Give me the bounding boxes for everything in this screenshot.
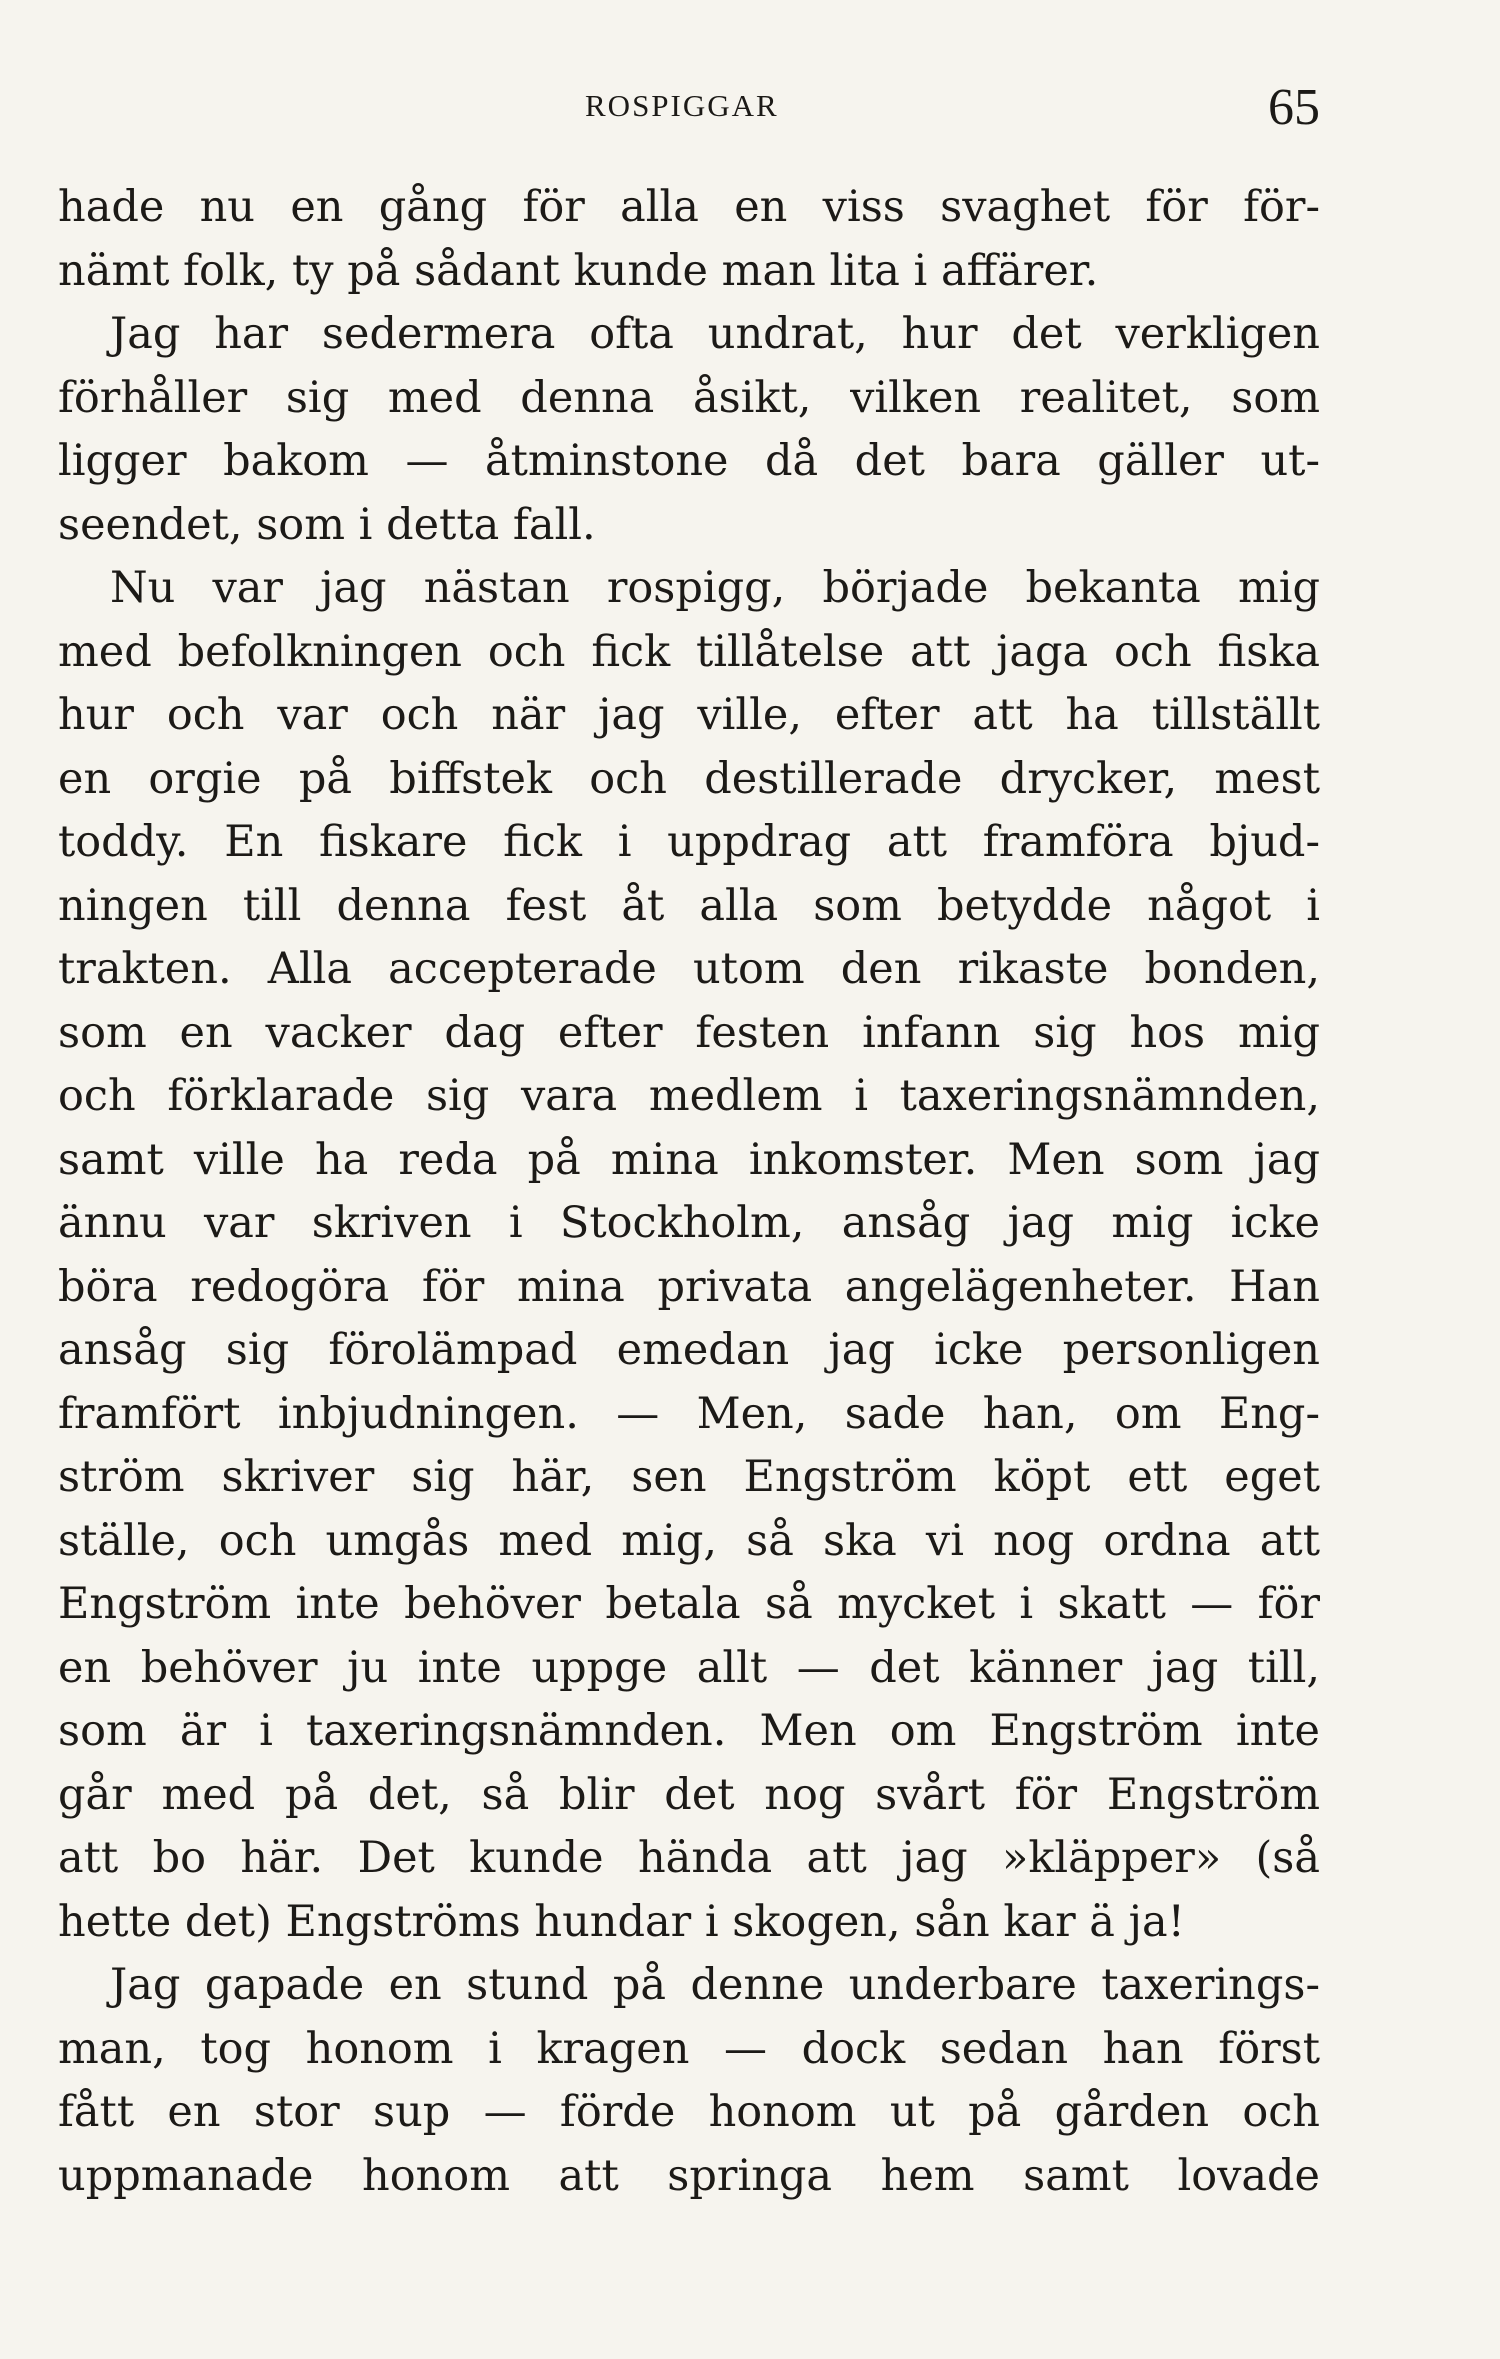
text-line: uppmanade honom att springa hem samt lovade [58, 2150, 1320, 2201]
running-head: ROSPIGGAR [585, 88, 779, 123]
text-line: Engström inte behöver betala så mycket i skatt — för [58, 1579, 1320, 1629]
body-text [58, 176, 1320, 2208]
text-line: Jag har sedermera ofta undrat, hur det verkligen [110, 309, 1320, 359]
text-line: ningen till denna fest åt alla som betydde något i [58, 880, 1320, 931]
text-line: ligger bakom — åtminstone då det bara gäller ut- [58, 436, 1320, 486]
text-line: trakten. Alla accepterade utom den rikaste bonden, [58, 944, 1320, 994]
text-line: med befolkningen och fick tillåtelse att jaga och fiska [58, 626, 1320, 677]
text-line: fått en stor sup — förde honom ut på gården och [58, 2087, 1320, 2137]
text-line: ström skriver sig här, sen Engström köpt ett eget [58, 1452, 1320, 1502]
text-line: Jag gapade en stund på denne underbare taxerings- [110, 1960, 1320, 2010]
text-line: seendet, som i detta fall. [58, 499, 596, 550]
text-line: Nu var jag nästan rospigg, började bekanta mig [110, 563, 1320, 613]
text-line: går med på det, så blir det nog svårt för Engström [58, 1769, 1320, 1820]
text-line: som är i taxeringsnämnden. Men om Engström inte [58, 1706, 1320, 1756]
text-line: samt ville ha reda på mina inkomster. Men som jag [58, 1134, 1320, 1185]
page-header [0, 0, 1500, 180]
text-line: som en vacker dag efter festen infann sig hos mig [58, 1007, 1320, 1058]
text-line: ansåg sig förolämpad emedan jag icke personligen [58, 1325, 1320, 1375]
text-line: hette det) Engströms hundar i skogen, sån kar ä ja! [58, 1896, 1185, 1947]
text-line: böra redogöra för mina privata angelägenheter. Han [58, 1261, 1320, 1312]
text-line: hade nu en gång för alla en viss svaghet för för- [58, 182, 1320, 232]
text-line: ännu var skriven i Stockholm, ansåg jag mig icke [58, 1198, 1320, 1248]
text-line: framfört inbjudningen. — Men, sade han, om Eng- [58, 1388, 1320, 1439]
text-line: ställe, och umgås med mig, så ska vi nog ordna att [58, 1515, 1320, 1566]
text-line: nämt folk, ty på sådant kunde man lita i affärer. [58, 245, 1099, 296]
text-line: toddy. En fiskare fick i uppdrag att framföra bjud- [58, 817, 1320, 867]
text-line: att bo här. Det kunde hända att jag »kläpper» (så [58, 1833, 1320, 1883]
text-line: förhåller sig med denna åsikt, vilken realitet, som [58, 372, 1320, 423]
text-line: en behöver ju inte uppge allt — det känner jag till, [58, 1642, 1320, 1693]
page-number: 65 [1268, 79, 1320, 136]
text-line: hur och var och när jag ville, efter att ha tillställt [58, 690, 1320, 740]
text-line: och förklarade sig vara medlem i taxeringsnämnden, [58, 1071, 1320, 1121]
text-line: man, tog honom i kragen — dock sedan han först [58, 2023, 1320, 2074]
text-line: en orgie på biffstek och destillerade drycker, mest [58, 753, 1320, 804]
